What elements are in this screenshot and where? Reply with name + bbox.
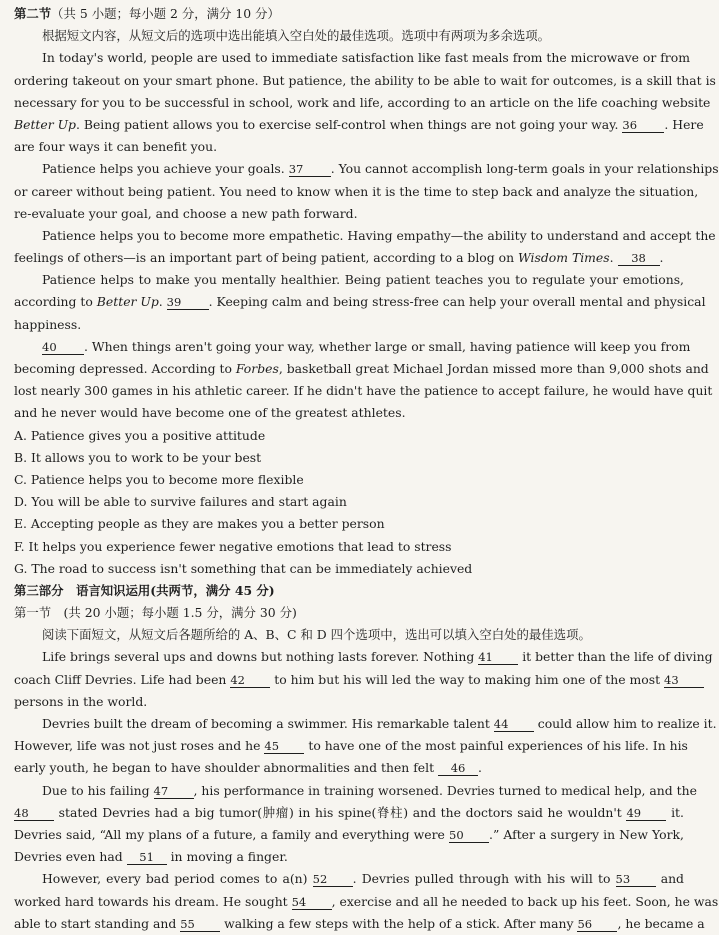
blank-49[interactable]: 49 (626, 806, 666, 821)
blank-38[interactable]: 38 (618, 251, 660, 266)
text-span: Patience helps you achieve your goals. (42, 161, 285, 177)
text-line (14, 891, 719, 913)
text-span: it better than the life of diving (522, 649, 713, 665)
blank-39[interactable]: 39 (167, 295, 209, 310)
blank-54[interactable]: 54 (292, 895, 332, 910)
text-line (14, 336, 691, 358)
blank-46[interactable]: 46 (438, 761, 478, 776)
blank-52[interactable]: 52 (313, 872, 353, 887)
blank-43[interactable]: 43 (664, 673, 704, 688)
part3-instruction: 阅读下面短文，从短文后各题所给的 A、B、C 和 D 四个选项中，选出可以填入空白处的最佳选项。 (42, 627, 591, 643)
text-span: feelings of others—is an important part of being patient, according to a blog on (14, 250, 515, 266)
text-line (14, 780, 697, 802)
text-line (14, 824, 684, 846)
option-d[interactable]: D. You will be able to survive failures and start again (14, 494, 347, 510)
section2-info: （共 5 小题；每小题 2 分，满分 10 分） (51, 6, 280, 21)
blank-42[interactable]: 42 (230, 673, 270, 688)
text-line: happiness. (14, 316, 82, 332)
text-line (14, 802, 684, 824)
text-line (14, 868, 684, 890)
text-span: stated Devries had a big tumor(肿瘤) in his spine(脊柱) and the doctors said he wouldn't (58, 804, 622, 820)
text-span: However, every bad period comes to a(n) (42, 871, 308, 887)
text-span: However, life was not just roses and he (14, 738, 261, 754)
source-name: Forbes (235, 361, 279, 376)
cloze-paragraph-2 (14, 713, 717, 780)
text-span: , basketball great Michael Jordan missed more than 9,000 shots and (278, 361, 709, 376)
blank-48[interactable]: 48 (14, 806, 54, 821)
text-line (14, 291, 706, 313)
passage-paragraph-1 (14, 47, 716, 158)
text-line: ordering takeout on your smart phone. But patience, the ability to be able to wait for outcomes, is a skill that is (14, 72, 716, 88)
text-span: . You cannot accomplish long-term goals in your relationships (330, 161, 719, 177)
text-line (14, 735, 688, 757)
text-line: and he never would have become one of the greatest athletes. (14, 405, 406, 421)
part3-header: 第三部分 语言知识运用(共两节，满分 45 分) (14, 582, 275, 598)
cloze-paragraph-3 (14, 780, 697, 869)
text-span: Life brings several ups and downs but nothing lasts forever. Nothing (42, 649, 475, 665)
source-name: Better Up (14, 116, 76, 132)
cloze-paragraph-4 (14, 868, 719, 935)
text-span: . Being patient allows you to exercise self-control when things are not going your way. (75, 116, 619, 132)
text-span: and (660, 871, 684, 887)
text-span: . (659, 250, 664, 266)
text-line (14, 913, 705, 935)
text-span: . (478, 760, 482, 776)
text-span: Devries built the dream of becoming a swimmer. His remarkable talent (42, 716, 490, 731)
cloze-paragraph-1 (14, 646, 713, 713)
blank-56[interactable]: 56 (577, 917, 617, 932)
text-span: , he became a (617, 915, 705, 931)
blank-40[interactable]: 40 (42, 340, 84, 355)
text-line: lost nearly 300 games in his athletic career. If he didn't have the patience to accept failure, he would have quit (14, 383, 713, 399)
option-list (14, 425, 684, 580)
source-name: Better Up (96, 294, 159, 310)
text-span: to him but his will led the way to making him one of the most (274, 671, 661, 687)
text-line (14, 846, 684, 868)
option-a[interactable]: A. Patience gives you a positive attitude (14, 427, 266, 443)
text-span: . Here (664, 116, 704, 132)
text-line (14, 646, 713, 668)
section2-header (14, 3, 684, 25)
blank-37[interactable]: 37 (289, 162, 331, 177)
text-line (14, 757, 684, 779)
passage-paragraph-3 (14, 225, 716, 269)
option-g[interactable]: G. The road to success isn't something that can be immediately achieved (14, 560, 473, 576)
blank-51[interactable]: 51 (127, 850, 167, 865)
text-span: to have one of the most painful experiences of his life. In his (308, 738, 688, 754)
text-span: Due to his failing (42, 782, 150, 798)
text-span: , his performance in training worsened. Devries turned to medical help, and the (193, 782, 697, 798)
option-c[interactable]: C. Patience helps you to become more flexible (14, 471, 304, 487)
source-name: Wisdom Times (518, 250, 610, 266)
text-span: coach Cliff Devries. Life had been (14, 671, 227, 687)
text-line: In today's world, people are used to immediate satisfaction like fast meals from the microwave or from (42, 50, 690, 66)
section2-label: 第二节 (14, 6, 52, 21)
text-span: , exercise and all he needed to back up his feet. Soon, he was (331, 893, 719, 909)
text-line: necessary for you to be successful in school, work and life, according to an article on the life coaching website (14, 94, 711, 110)
text-span: it. (671, 804, 684, 820)
blank-50[interactable]: 50 (449, 828, 489, 843)
text-span: . When things aren't going your way, whether large or small, having patience will keep you from (84, 338, 691, 354)
text-line (14, 713, 717, 735)
text-span: in moving a finger. (170, 849, 288, 865)
blank-47[interactable]: 47 (154, 784, 194, 799)
text-span: worked hard towards his dream. He sought (14, 893, 288, 909)
text-line: are four ways it can benefit you. (14, 139, 218, 155)
text-span: Devries even had (14, 849, 123, 865)
text-span: able to start standing and (14, 915, 177, 931)
passage-paragraph-5 (14, 336, 713, 425)
blank-44[interactable]: 44 (494, 717, 534, 732)
blank-55[interactable]: 55 (180, 917, 220, 932)
section2-instruction: 根据短文内容，从短文后的选项中选出能填入空白处的最佳选项。选项中有两项为多余选项。 (42, 28, 551, 44)
text-span: . (609, 250, 614, 266)
text-span: according to (14, 294, 93, 310)
text-line: re-evaluate your goal, and choose a new path forward. (14, 205, 358, 221)
text-span: early youth, he began to have shoulder abnormalities and then felt (14, 760, 435, 776)
text-span: . Devries pulled through with his will to (352, 871, 611, 887)
option-e[interactable]: E. Accepting people as they are makes you a better person (14, 516, 385, 532)
part3-section1-header: 第一节 (共 20 小题；每小题 1.5 分，满分 30 分) (14, 605, 297, 621)
text-span: .” After a surgery in New York, (489, 826, 684, 842)
text-line (14, 358, 709, 380)
passage-paragraph-2 (14, 158, 719, 225)
blank-36[interactable]: 36 (622, 118, 664, 133)
text-line: Patience helps to make you mentally healthier. Being patient teaches you to regulate your emotions, (42, 272, 684, 288)
blank-53[interactable]: 53 (616, 872, 656, 887)
text-line (14, 247, 684, 269)
text-span: Devries said, “All my plans of a future, a family and everything were (14, 826, 445, 842)
text-span: . (158, 294, 163, 310)
blank-45[interactable]: 45 (264, 739, 304, 754)
blank-41[interactable]: 41 (478, 650, 518, 665)
text-span: . Keeping calm and being stress-free can help your overall mental and physical (208, 294, 706, 310)
text-span: could allow him to realize it. (537, 716, 717, 731)
text-span: walking a few steps with the help of a stick. After many (224, 915, 574, 931)
text-line (14, 114, 704, 136)
text-line: Patience helps you to become more empathetic. Having empathy—the ability to understand and accept the (42, 227, 716, 243)
text-line: or career without being patient. You need to know when it is the time to step back and analyze the situation, (14, 183, 699, 199)
text-line (14, 158, 719, 180)
text-line: persons in the world. (14, 693, 148, 709)
option-f[interactable]: F. It helps you experience fewer negative emotions that lead to stress (14, 538, 452, 554)
option-b[interactable]: B. It allows you to work to be your best (14, 449, 262, 465)
text-span: becoming depressed. According to (14, 361, 232, 376)
text-line (14, 669, 684, 691)
passage-paragraph-4 (14, 269, 706, 336)
